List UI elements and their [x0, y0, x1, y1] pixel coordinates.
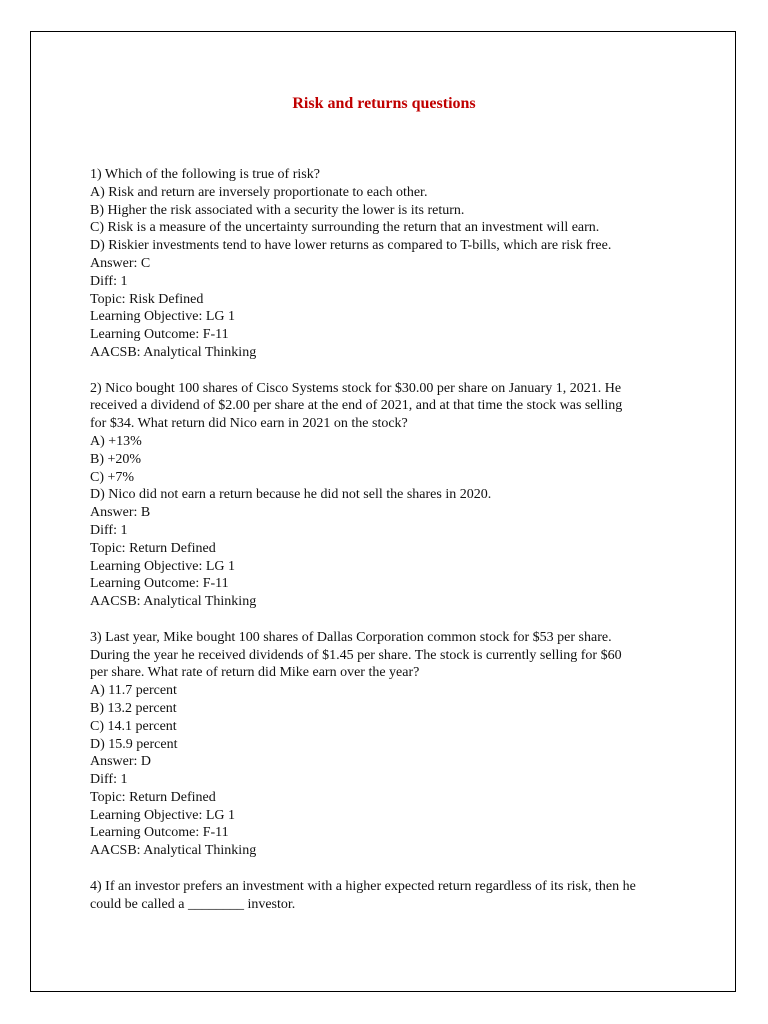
question-text: received a dividend of $2.00 per share at the end of 2021, and at that time the stock was selling	[90, 398, 623, 414]
option-c: C) +7%	[90, 469, 135, 485]
option-a: A) +13%	[90, 433, 142, 449]
learning-outcome: Learning Outcome: F-11	[90, 327, 229, 343]
option-a: A) 11.7 percent	[90, 683, 177, 699]
aacsb: AACSB: Analytical Thinking	[90, 594, 257, 610]
page-title: Risk and returns questions	[292, 95, 476, 112]
difficulty: Diff: 1	[90, 522, 128, 538]
option-c: C) 14.1 percent	[90, 718, 177, 734]
answer: Answer: B	[90, 505, 151, 521]
topic: Topic: Risk Defined	[90, 291, 204, 307]
document-body	[90, 166, 690, 931]
topic: Topic: Return Defined	[90, 540, 216, 556]
question-text: per share. What rate of return did Mike earn over the year?	[90, 665, 420, 681]
learning-objective: Learning Objective: LG 1	[90, 309, 236, 325]
question-3	[90, 629, 690, 860]
option-d: D) Riskier investments tend to have lower returns as compared to T-bills, which are risk free.	[90, 238, 612, 254]
option-b: B) 13.2 percent	[90, 700, 177, 716]
answer: Answer: D	[90, 754, 152, 770]
question-text: During the year he received dividends of $1.45 per share. The stock is currently selling for $60	[90, 647, 622, 663]
difficulty: Diff: 1	[90, 273, 128, 289]
question-text: could be called a ________ investor.	[90, 896, 296, 912]
topic: Topic: Return Defined	[90, 789, 216, 805]
aacsb: AACSB: Analytical Thinking	[90, 344, 257, 360]
option-b: B) +20%	[90, 451, 142, 467]
learning-objective: Learning Objective: LG 1	[90, 807, 236, 823]
learning-outcome: Learning Outcome: F-11	[90, 825, 229, 841]
option-a: A) Risk and return are inversely proportionate to each other.	[90, 184, 428, 200]
question-text: 1) Which of the following is true of risk?	[90, 167, 320, 182]
question-1	[90, 166, 690, 362]
option-b: B) Higher the risk associated with a security the lower is its return.	[90, 202, 465, 218]
learning-outcome: Learning Outcome: F-11	[90, 576, 229, 592]
aacsb: AACSB: Analytical Thinking	[90, 843, 257, 859]
learning-objective: Learning Objective: LG 1	[90, 558, 236, 574]
answer: Answer: C	[90, 255, 151, 271]
question-text: 4) If an investor prefers an investment with a higher expected return regardless of its risk, then he	[90, 878, 636, 894]
option-d: D) 15.9 percent	[90, 736, 178, 752]
difficulty: Diff: 1	[90, 772, 128, 788]
question-4	[90, 878, 690, 914]
option-c: C) Risk is a measure of the uncertainty surrounding the return that an investment will earn.	[90, 220, 600, 236]
question-2	[90, 380, 690, 611]
option-d: D) Nico did not earn a return because he did not sell the shares in 2020.	[90, 487, 492, 503]
question-text: for $34. What return did Nico earn in 2021 on the stock?	[90, 416, 408, 432]
question-text: 3) Last year, Mike bought 100 shares of Dallas Corporation common stock for $53 per share.	[90, 629, 612, 645]
question-text: 2) Nico bought 100 shares of Cisco Systems stock for $30.00 per share on January 1, 2021. He	[90, 380, 622, 396]
